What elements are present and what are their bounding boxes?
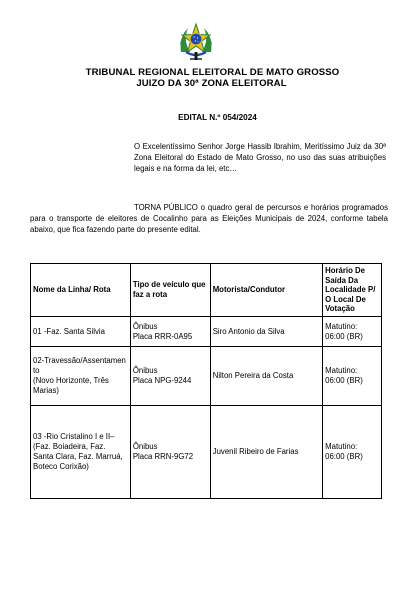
vehicle-type: Ônibus [132, 321, 158, 331]
route-name: 03 -Rio Cristalino I e II– (Faz. Boiadeira, Faz. Santa Clara, Faz. Marruá, Boteco Corixão) [33, 432, 123, 471]
electoral-zone-name: JUIZO DA 30ª ZONA ELEITORAL [136, 78, 287, 89]
schedule-period: Matutino: [325, 366, 358, 375]
schedule-time: 06:00 (BR) [325, 452, 363, 461]
driver-name: Juvenil Ribeiro de Farias [212, 447, 299, 456]
header-route: Nome da Linha/ Rota [31, 264, 131, 317]
schedule-cell [323, 347, 382, 406]
brazil-coat-of-arms-icon [176, 22, 216, 62]
vehicle-plate: Placa NPG-9244 [132, 376, 192, 385]
vehicle-cell [130, 347, 210, 406]
table-row [31, 347, 382, 406]
schedule-cell [323, 406, 382, 499]
driver-name: Siro Antonio da Silva [212, 326, 285, 336]
intro-paragraph: O Excelentíssimo Senhor Jorge Hassib Ibrahim, Meritíssimo Juiz da 30ª Zona Eleitoral do Estado de Mato Grosso, no uso das suas atribuições legais e na forma da lei, etc… [134, 142, 386, 174]
schedule-time: 06:00 (BR) [325, 331, 363, 341]
table-row [31, 317, 382, 347]
vehicle-cell [130, 317, 210, 347]
route-cell [31, 317, 131, 347]
driver-cell [210, 347, 322, 406]
schedule-time: 06:00 (BR) [325, 376, 363, 385]
table-header-row [31, 264, 382, 317]
route-name: 02-Travessão/Assentamento [33, 356, 126, 375]
header-schedule: Horário De Saída Da Localidade P/ O Local De Votação [323, 264, 382, 317]
route-cell [31, 347, 131, 406]
table-row [31, 406, 382, 499]
vehicle-plate: Placa RRN-9G72 [132, 452, 194, 461]
vehicle-plate: Placa RRR-0A95 [132, 331, 193, 341]
route-localities: (Novo Horizonte, Três Marias) [33, 376, 109, 395]
routes-table [30, 263, 382, 499]
header-vehicle: Tipo de veículo que faz a rota [130, 264, 210, 317]
header-driver: Motorista/Condutor [210, 264, 322, 317]
schedule-period: Matutino: [325, 321, 358, 331]
driver-name: Nilton Pereira da Costa [212, 371, 294, 380]
schedule-period: Matutino: [325, 442, 358, 451]
vehicle-cell [130, 406, 210, 499]
body-paragraph: TORNA PÚBLICO o quadro geral de percursos e horários programados para o transporte de eleitores de Cocalinho para as Eleições Municipais de 2024, conforme tabela abaixo, que fica fazendo parte do presente edital. [30, 203, 388, 235]
vehicle-type: Ônibus [132, 366, 158, 375]
route-name: 01 -Faz. Santa Silvia [33, 326, 105, 336]
driver-cell [210, 317, 322, 347]
court-name: TRIBUNAL REGIONAL ELEITORAL DE MATO GROSSO [85, 67, 340, 78]
vehicle-type: Ônibus [132, 442, 158, 451]
edital-title: EDITAL N.º 054/2024 [178, 113, 257, 122]
driver-cell [210, 406, 322, 499]
route-cell [31, 406, 131, 499]
schedule-cell [323, 317, 382, 347]
